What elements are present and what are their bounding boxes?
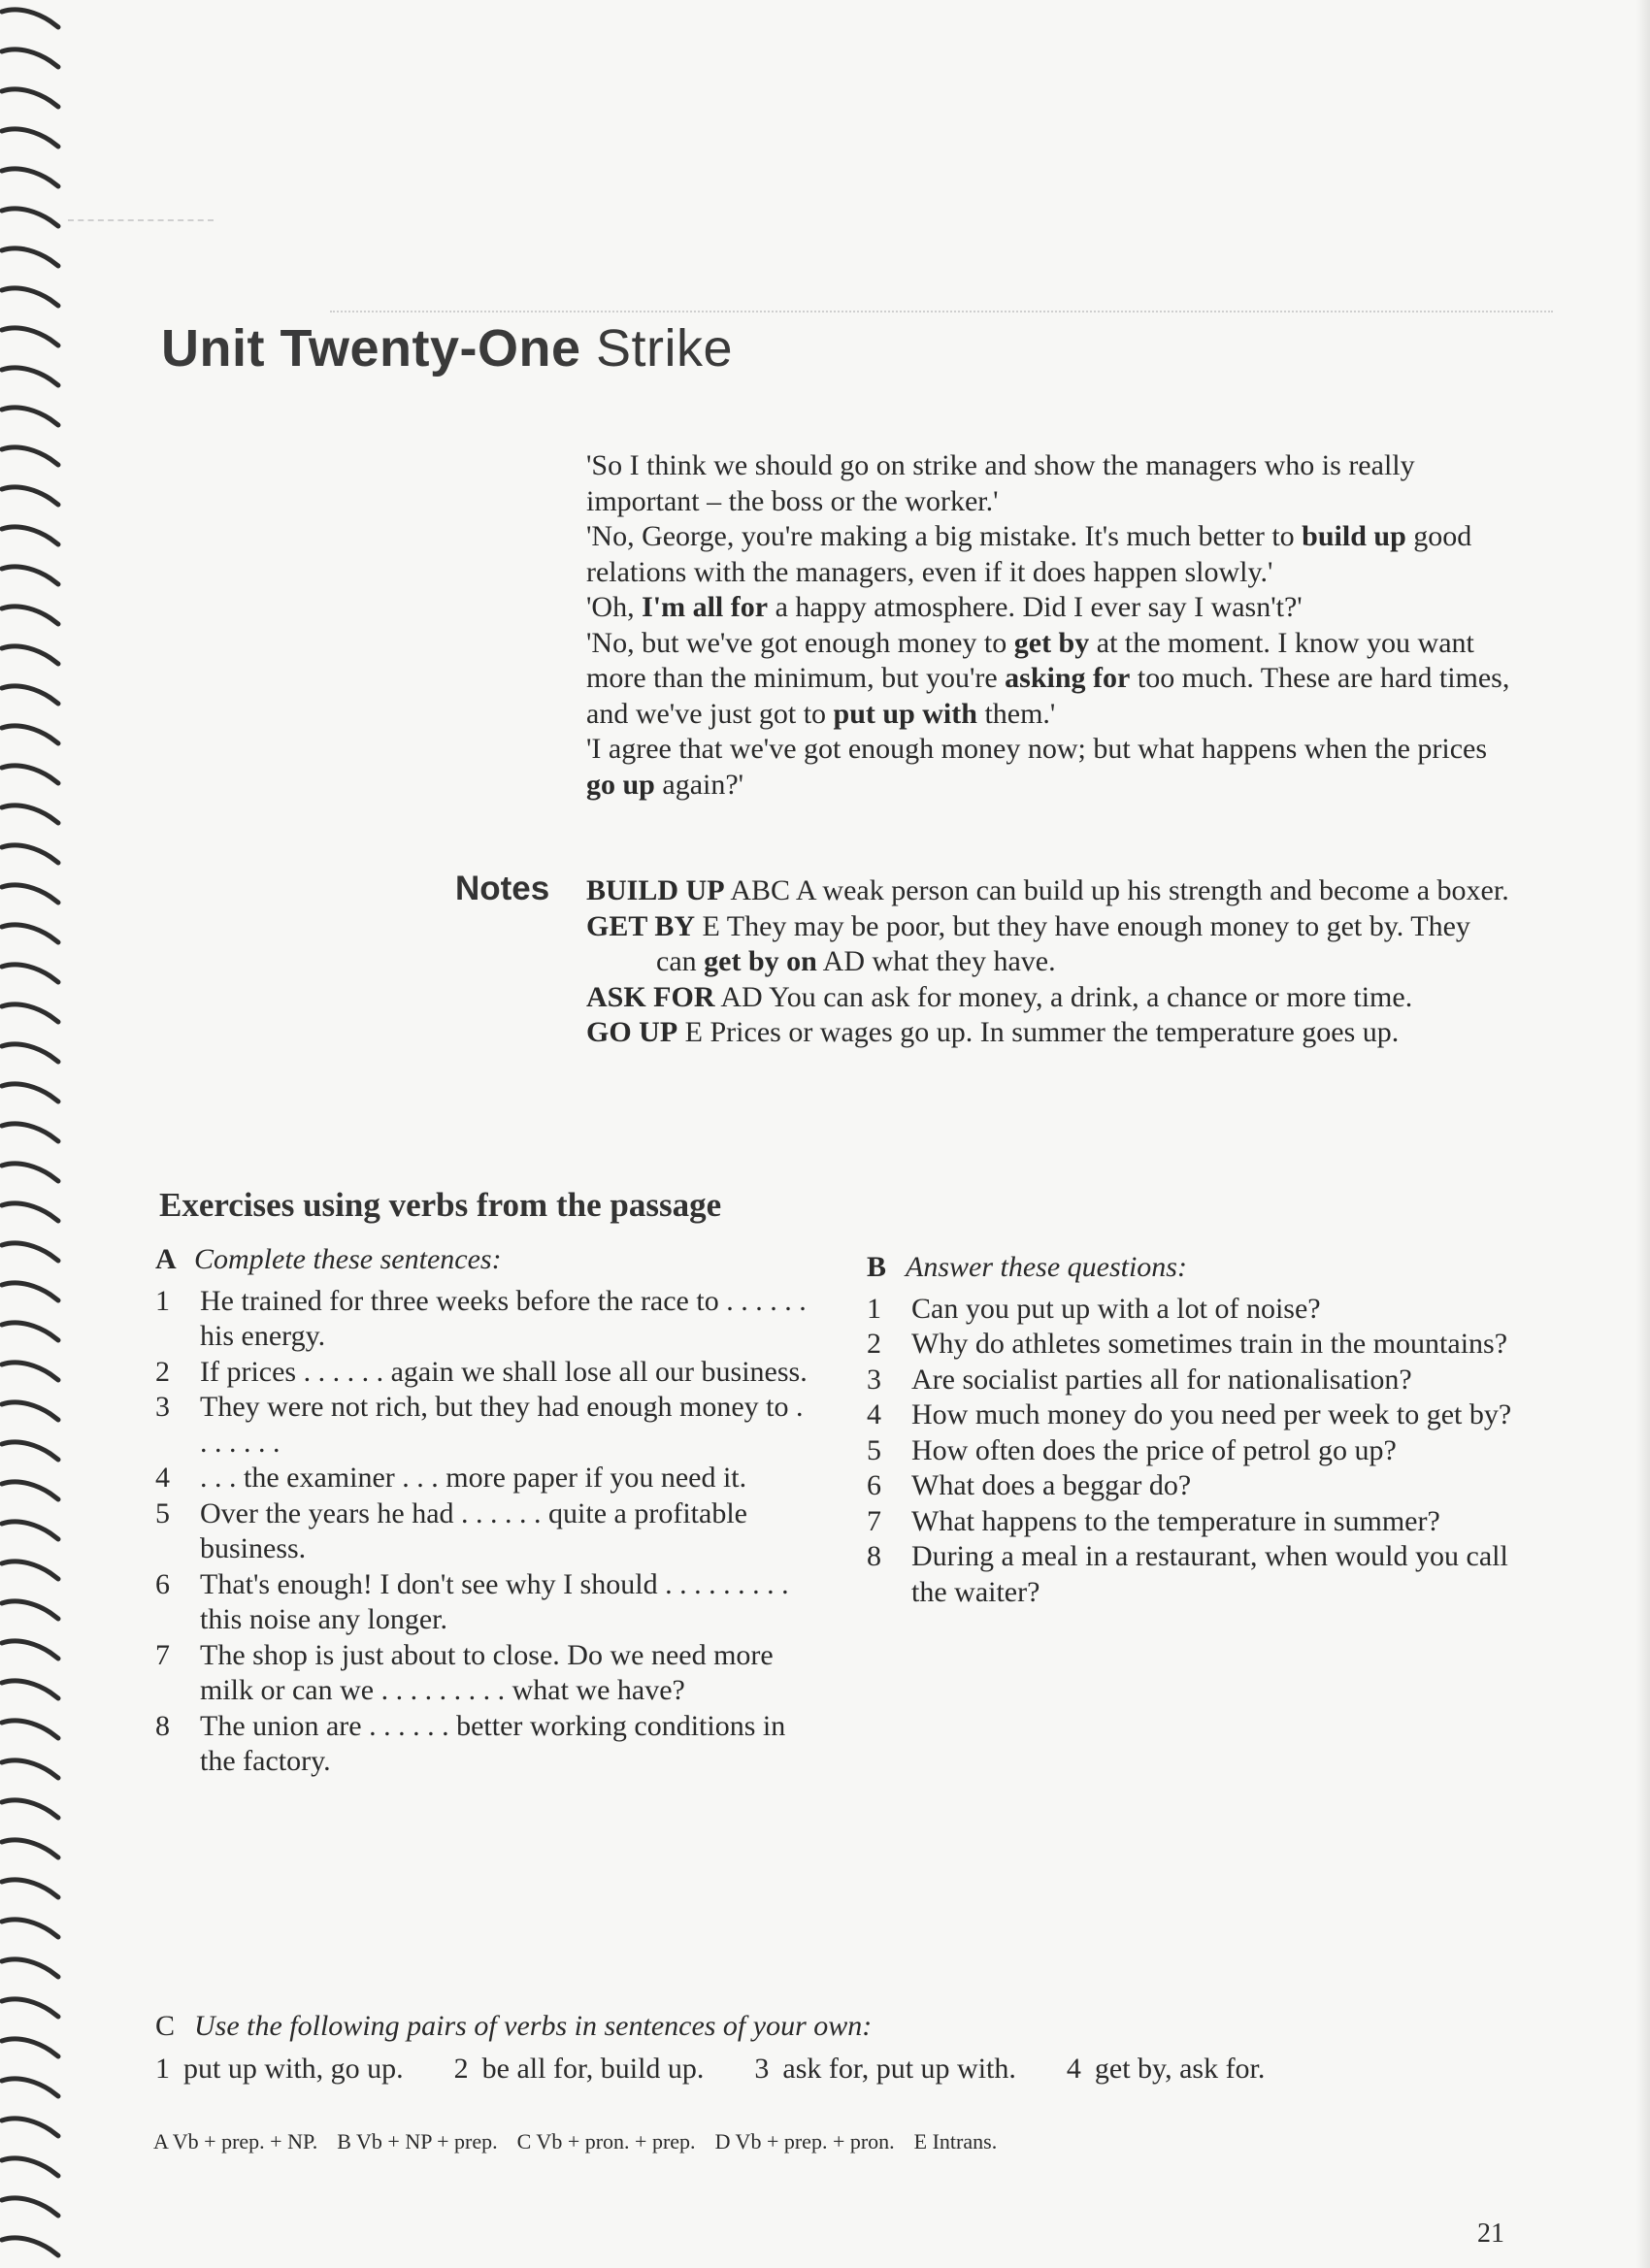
key-entry: E Intrans.: [913, 2129, 998, 2153]
item-text: Can you put up with a lot of noise?: [911, 1292, 1321, 1325]
spiral-coil: [2, 1442, 58, 1460]
spiral-coil: [2, 2119, 58, 2136]
exercise-a-item: [155, 1638, 815, 1709]
spiral-coil: [2, 1681, 58, 1698]
note-entry: GO UP E Prices or wages go up. In summer the temperature goes up.: [586, 1016, 1400, 1048]
item-text: He trained for three weeks before the race to . . . . . . his energy.: [200, 1284, 807, 1352]
section-b-header: B Answer these questions:: [867, 1251, 1187, 1283]
section-a-items: [155, 1284, 815, 1780]
section-a-header: A Complete these sentences:: [155, 1243, 502, 1275]
passage-line: 'No, but we've got enough money to get by at the moment. I know you want more than the minimum, but you're asking for too much. These are hard times, and we've just got to put up with them.': [586, 626, 1510, 730]
key-entry: B Vb + NP + prep.: [337, 2129, 498, 2153]
spiral-coil: [2, 1920, 58, 1937]
notes-list: [586, 873, 1518, 1051]
spiral-coil: [2, 248, 58, 266]
item-text: What does a beggar do?: [911, 1469, 1192, 1501]
key-entry: D Vb + prep. + pron.: [714, 2129, 895, 2153]
spiral-coil: [2, 1323, 58, 1340]
item-number: 7: [867, 1504, 881, 1537]
exercise-b-item: [867, 1327, 1527, 1363]
spiral-coil: [2, 845, 58, 863]
spiral-coil: [2, 1840, 58, 1857]
item-text: Are socialist parties all for nationalisation?: [911, 1363, 1412, 1396]
note-entry: BUILD UP ABC A weak person can build up his strength and become a boxer.: [586, 874, 1509, 906]
verb-pair: 3 ask for, put up with.: [754, 2053, 1016, 2085]
spiral-coil: [2, 2158, 58, 2176]
exercise-b-item: [867, 1468, 1527, 1504]
verb-pair: 2 be all for, build up.: [453, 2053, 705, 2085]
section-a: [155, 1242, 815, 1780]
spiral-coil: [2, 1004, 58, 1022]
exercise-a-item: [155, 1496, 815, 1567]
spiral-coil: [2, 487, 58, 505]
spiral-coil: [2, 1880, 58, 1897]
spiral-coil: [2, 368, 58, 385]
spiral-coil: [2, 2079, 58, 2096]
item-text: What happens to the temperature in summer?: [911, 1504, 1440, 1537]
spiral-coil: [2, 1522, 58, 1539]
item-number: 6: [155, 1567, 170, 1600]
spiral-coil: [2, 1482, 58, 1499]
page-number: 21: [1477, 2219, 1504, 2249]
spiral-coil: [2, 1124, 58, 1141]
item-number: 3: [867, 1363, 881, 1396]
spiral-coil: [2, 89, 58, 107]
item-text: . . . the examiner . . . more paper if you need it.: [200, 1462, 747, 1494]
item-number: 4: [867, 1398, 881, 1430]
page-title: Unit Twenty-One Strike: [161, 319, 734, 378]
item-text: The union are . . . . . . better working conditions in the factory.: [200, 1709, 786, 1777]
spiral-coil: [2, 607, 58, 624]
spiral-coil: [2, 328, 58, 345]
spiral-coil: [2, 766, 58, 783]
exercises-heading: Exercises using verbs from the passage: [159, 1186, 722, 1224]
spiral-coil: [2, 527, 58, 544]
exercise-b-item: [867, 1504, 1527, 1540]
spiral-coil: [2, 169, 58, 186]
exercise-a-item: [155, 1355, 815, 1391]
item-number: 2: [155, 1355, 170, 1388]
spiral-coil: [2, 686, 58, 704]
item-text: They were not rich, but they had enough money to . . . . . . .: [200, 1391, 804, 1459]
item-number: 6: [867, 1469, 881, 1501]
spiral-coil: [2, 885, 58, 903]
item-number: 2: [867, 1328, 881, 1360]
spiral-coil: [2, 567, 58, 584]
exercise-a-item: [155, 1461, 815, 1496]
exercise-b-item: [867, 1363, 1527, 1398]
spiral-coil: [2, 129, 58, 147]
scan-mark: [330, 311, 1553, 312]
passage-line: 'Oh, I'm all for a happy atmosphere. Did I ever say I wasn't?': [586, 591, 1303, 623]
spiral-coil: [2, 288, 58, 306]
spiral-coil: [2, 726, 58, 743]
exercise-a-item: [155, 1284, 815, 1355]
notes-label: Notes: [455, 870, 550, 907]
spiral-coil: [2, 1164, 58, 1181]
exercise-a-item: [155, 1709, 815, 1780]
passage-line: 'No, George, you're making a big mistake. It's much better to build up good relations with the managers, even if it does happen slowly.': [586, 520, 1472, 588]
passage-line: 'So I think we should go on strike and show the managers who is really important – the boss or the worker.': [586, 449, 1415, 517]
spiral-coil: [2, 1601, 58, 1619]
section-c-pairs: [155, 2050, 1514, 2088]
spiral-coil: [2, 1402, 58, 1420]
page-edge-shadow: [1636, 0, 1650, 2268]
spiral-coil: [2, 1084, 58, 1101]
spiral-coil: [2, 1044, 58, 1062]
note-entry: ASK FOR AD You can ask for money, a drink, a chance or more time.: [586, 980, 1413, 1013]
spiral-coil: [2, 1721, 58, 1738]
item-number: 3: [155, 1391, 170, 1423]
key-entry: C Vb + pron. + prep.: [516, 2129, 696, 2153]
item-number: 4: [155, 1462, 170, 1494]
spiral-coil: [2, 10, 58, 27]
item-number: 1: [867, 1292, 881, 1325]
spiral-coil: [2, 1243, 58, 1261]
item-number: 5: [867, 1433, 881, 1466]
spiral-coil: [2, 1760, 58, 1778]
item-number: 5: [155, 1496, 170, 1529]
spiral-binding: [0, 0, 78, 2268]
exercise-a-item: [155, 1390, 815, 1461]
grammar-key: [153, 2129, 1016, 2154]
spiral-coil: [2, 2238, 58, 2255]
spiral-coil: [2, 1283, 58, 1300]
key-entry: A Vb + prep. + NP.: [153, 2129, 318, 2153]
item-text: The shop is just about to close. Do we need more milk or can we . . . . . . . . . what we have?: [200, 1638, 774, 1706]
spiral-coil: [2, 805, 58, 823]
verb-pair: 4 get by, ask for.: [1066, 2053, 1266, 2085]
spiral-coil: [2, 2039, 58, 2056]
item-number: 8: [155, 1709, 170, 1742]
section-b-items: [867, 1292, 1527, 1611]
spiral-coil: [2, 1641, 58, 1659]
spiral-coil: [2, 965, 58, 982]
spiral-coil: [2, 49, 58, 67]
spiral-coil: [2, 408, 58, 425]
exercise-b-item: [867, 1292, 1527, 1328]
item-number: 1: [155, 1284, 170, 1317]
item-text: If prices . . . . . . again we shall lose all our business.: [200, 1355, 808, 1388]
spiral-coil: [2, 1363, 58, 1380]
spiral-coil: [2, 1999, 58, 2017]
spiral-coil: [2, 1959, 58, 1977]
item-text: During a meal in a restaurant, when would you call the waiter?: [911, 1540, 1508, 1608]
spiral-coil: [2, 1800, 58, 1818]
scan-mark: [68, 219, 214, 221]
exercise-b-item: [867, 1539, 1527, 1610]
spiral-coil: [2, 447, 58, 465]
spiral-coil: [2, 646, 58, 664]
exercise-b-item: [867, 1397, 1527, 1433]
note-entry: GET BY E They may be poor, but they have enough money to get by. They can get by on AD what they have.: [586, 909, 1470, 977]
item-text: How much money do you need per week to get by?: [911, 1398, 1512, 1430]
spiral-coil: [2, 2198, 58, 2216]
item-text: How often does the price of petrol go up?: [911, 1433, 1397, 1466]
passage-line: 'I agree that we've got enough money now; but what happens when the prices go up again?': [586, 733, 1488, 801]
dialogue-passage: [586, 448, 1518, 803]
item-number: 7: [155, 1638, 170, 1671]
spiral-coil: [2, 1203, 58, 1221]
section-c: [155, 2007, 1514, 2088]
spiral-coil: [2, 209, 58, 226]
item-text: That's enough! I don't see why I should . . . . . . . . . this noise any longer.: [200, 1567, 789, 1635]
section-b: [867, 1250, 1527, 1610]
verb-pair: 1 put up with, go up.: [155, 2053, 404, 2085]
spiral-coil: [2, 925, 58, 942]
item-number: 8: [867, 1540, 881, 1572]
spiral-coil: [2, 1561, 58, 1579]
section-c-header: C Use the following pairs of verbs in sentences of your own:: [155, 2010, 873, 2042]
item-text: Why do athletes sometimes train in the mountains?: [911, 1328, 1508, 1360]
exercise-b-item: [867, 1433, 1527, 1469]
item-text: Over the years he had . . . . . . quite a profitable business.: [200, 1496, 747, 1564]
exercise-a-item: [155, 1567, 815, 1638]
